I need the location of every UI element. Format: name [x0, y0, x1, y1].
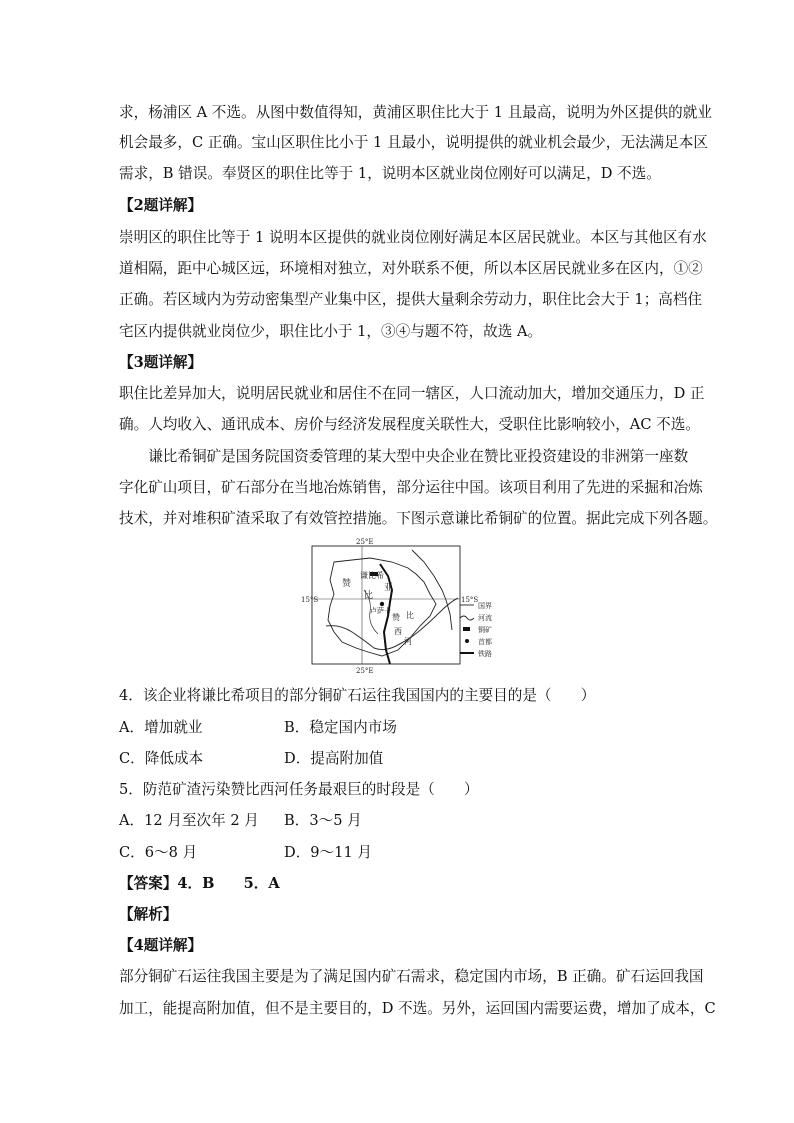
legend-mine-label: 铜矿 — [478, 626, 492, 634]
legend-capital-label: 首都 — [478, 638, 492, 646]
passage-line-5: 崇明区的职住比等于 1 说明本区提供的就业岗位刚好满足本区居民就业。本区与其他区有水 — [119, 229, 707, 246]
q4-detail-heading: 【4题详解】 — [119, 937, 203, 954]
capital-label: 卢萨卡 — [370, 607, 391, 615]
passage-line-7: 正确。若区域内为劳动密集型产业集中区，提供大量剩余劳动力，职住比会大于 1；高档住 — [119, 291, 703, 308]
legend-border-label: 国界 — [478, 602, 492, 610]
passage-line-11: 确。人均收入、通讯成本、房价与经济发展程度关联性大，受职住比影响较小，AC 不选。 — [119, 416, 700, 433]
q3-detail-heading: 【3题详解】 — [119, 354, 203, 371]
q4-option-a: A．增加就业 — [119, 719, 203, 736]
river-char-4: 河 — [404, 637, 412, 646]
q2-detail-heading: 【2题详解】 — [119, 197, 203, 214]
passage-line-12: 谦比希铜矿是国务院国资委管理的某大型中央企业在赞比亚投资建设的非洲第一座数 — [119, 448, 689, 465]
passage-line-10: 职住比差异加大，说明居民就业和居住不在同一辖区，人口流动加大，增加交通压力，D 正 — [119, 385, 705, 402]
country-char-3: 亚 — [384, 583, 394, 593]
q5-option-d: D．9～11 月 — [284, 844, 372, 861]
passage-line-2: 机会最多，C 正确。宝山区职住比小于 1 且最小，说明提供的就业机会最少，无法满足本区 — [119, 134, 708, 151]
passage-line-14: 技术，并对堆积矿渣采取了有效管控措施。下图示意谦比希铜矿的位置。据此完成下列各题。 — [119, 510, 718, 527]
country-char-1: 赞 — [342, 579, 352, 589]
mine-label: 谦比希 — [360, 571, 384, 580]
legend-mine-symbol — [463, 627, 470, 631]
legend-capital-symbol — [465, 639, 469, 643]
capital-symbol — [380, 602, 384, 606]
legend-river-label: 河流 — [478, 614, 492, 622]
q4-option-b: B．稳定国内市场 — [284, 719, 397, 736]
river-char-2: 比 — [406, 611, 414, 620]
q5-option-a: A．12 月至次年 2 月 — [119, 812, 259, 829]
passage-line-8: 宅区内提供就业岗位少，职住比小于 1，③④与题不符，故选 A。 — [119, 323, 543, 340]
river-char-3: 西 — [394, 627, 402, 636]
lon-label-bottom: 25°E — [356, 667, 374, 675]
tail-line-2: 加工，能提高附加值，但不是主要目的，D 不选。另外，运回国内需要运费，增加了成本，C — [119, 1000, 716, 1017]
passage-line-6: 道相隔，距中心城区远，环境相对独立，对外联系不便，所以本区居民就业多在区内，①② — [119, 260, 703, 277]
river-char-1: 赞 — [392, 613, 400, 622]
tail-line-1: 部分铜矿石运往我国主要是为了满足国内矿石需求，稳定国内市场，B 正确。矿石运回我国 — [119, 968, 704, 985]
legend-river-symbol — [460, 616, 474, 620]
passage-line-3: 需求，B 错误。奉贤区的职住比等于 1，说明本区就业岗位刚好可以满足，D 不选。 — [119, 165, 661, 182]
q5-option-b: B．3～5 月 — [284, 812, 362, 829]
q4-stem: 4．该企业将谦比希项目的部分铜矿石运往我国国内的主要目的是（ ） — [119, 687, 596, 704]
q5-option-c: C．6～8 月 — [119, 844, 198, 861]
lat-label-left: 15°S — [301, 596, 319, 604]
answer-line: 【答案】4．B 5．A — [119, 875, 280, 892]
analysis-heading: 【解析】 — [119, 906, 178, 923]
q5-stem: 5．防范矿渣污染赞比西河任务最艰巨的时段是（ ） — [119, 781, 479, 798]
map-legend — [458, 600, 518, 664]
legend-railway-label: 铁路 — [478, 650, 492, 658]
location-map — [301, 538, 482, 676]
q4-option-d: D．提高附加值 — [284, 750, 384, 767]
q4-option-c: C．降低成本 — [119, 750, 204, 767]
country-char-2: 比 — [364, 591, 374, 601]
lat-label-right: 15°S — [461, 596, 479, 604]
passage-line-13: 字化矿山项目，矿石部分在当地冶炼销售，部分运往中国。该项目利用了先进的采掘和冶炼 — [119, 479, 703, 496]
lon-label-top: 25°E — [356, 538, 374, 546]
passage-line-1: 求，杨浦区 A 不选。从图中数值得知，黄浦区职住比大于 1 且最高，说明为外区提供的就业 — [119, 104, 712, 121]
